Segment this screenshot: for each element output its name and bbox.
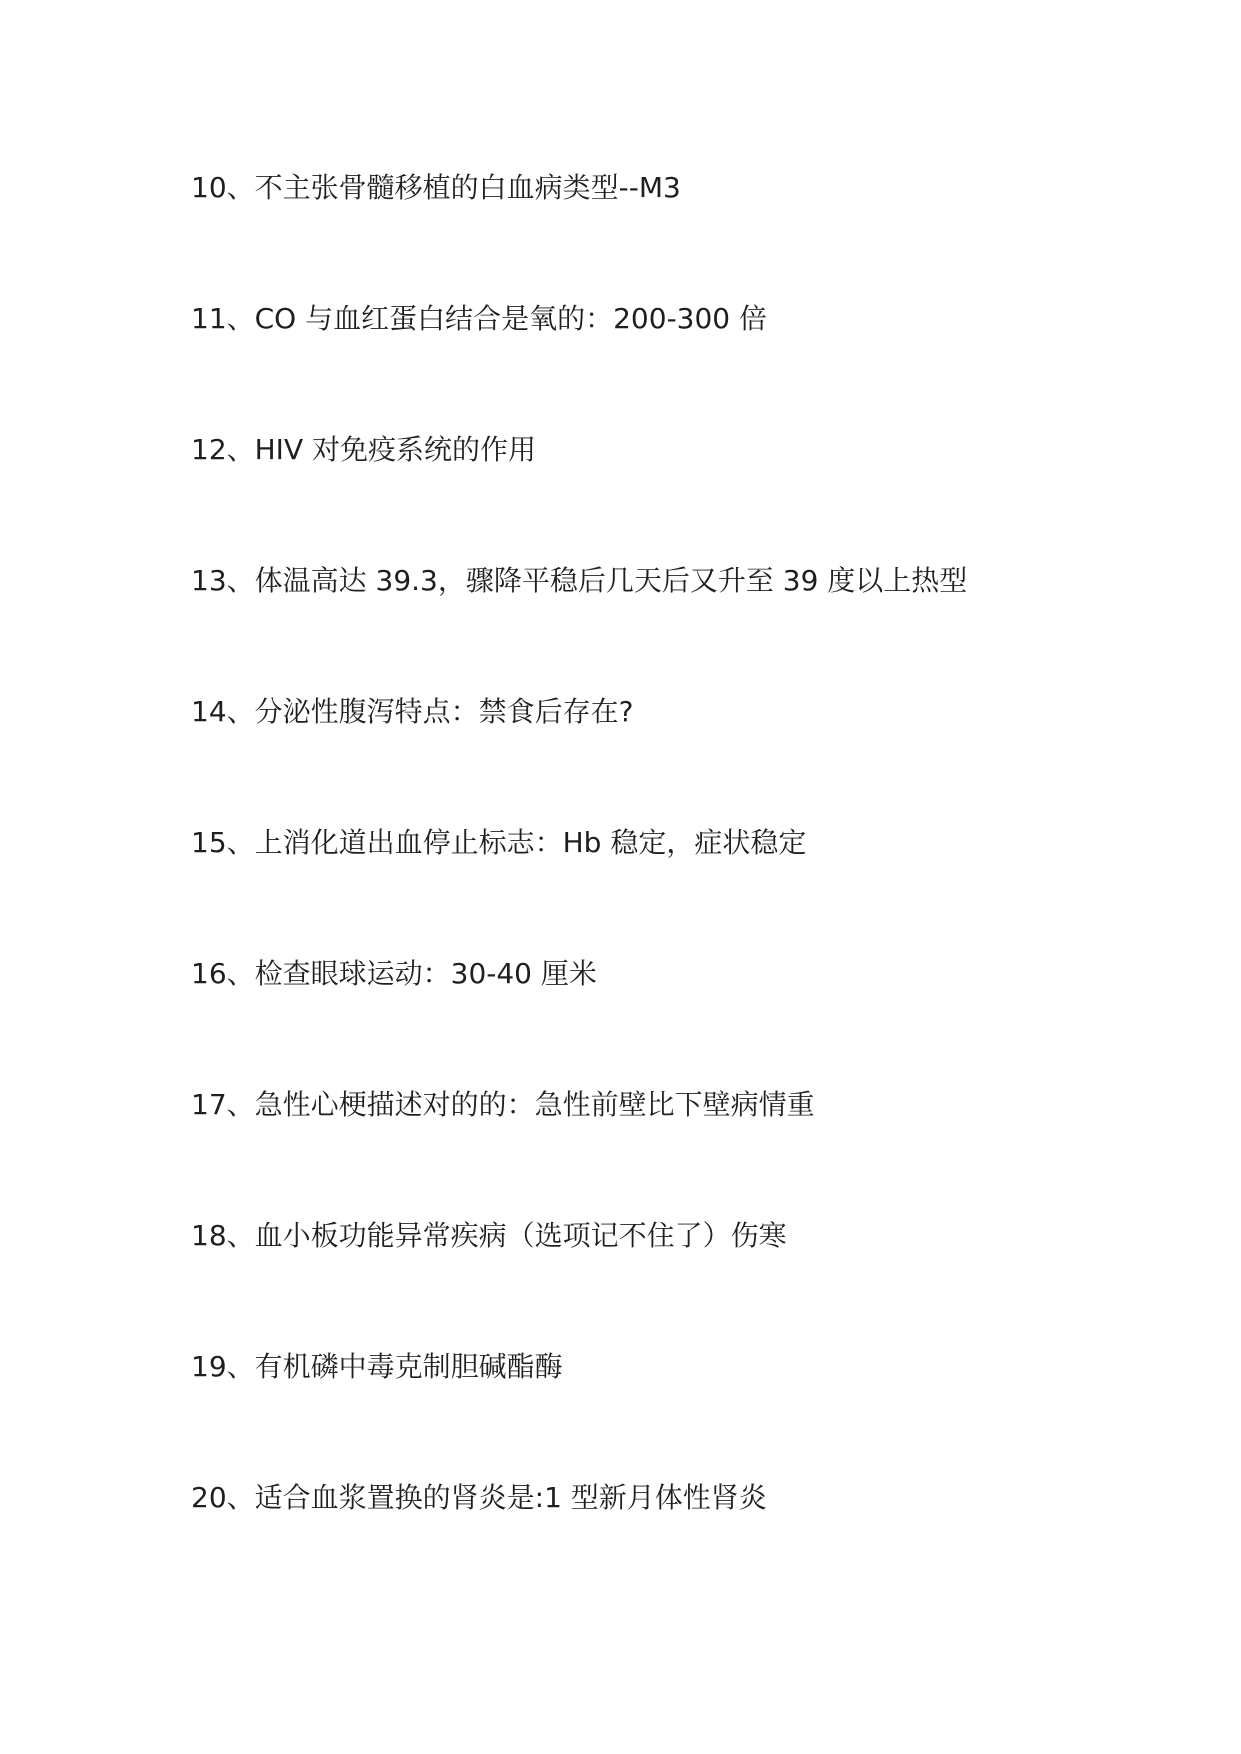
list-item: 17、急性心梗描述对的的：急性前壁比下壁病情重 bbox=[191, 1088, 815, 1121]
list-item: 19、有机磷中毒克制胆碱酯酶 bbox=[191, 1350, 563, 1383]
list-item: 15、上消化道出血停止标志：Hb 稳定，症状稳定 bbox=[191, 826, 807, 859]
list-item: 12、HIV 对免疫系统的作用 bbox=[191, 433, 536, 466]
list-item: 13、体温高达 39.3，骤降平稳后几天后又升至 39 度以上热型 bbox=[191, 564, 968, 597]
list-item: 16、检查眼球运动：30-40 厘米 bbox=[191, 957, 597, 990]
list-item: 20、适合血浆置换的肾炎是:1 型新月体性肾炎 bbox=[191, 1481, 767, 1514]
list-item: 10、不主张骨髓移植的白血病类型--M3 bbox=[191, 171, 681, 204]
list-item: 14、分泌性腹泻特点：禁食后存在? bbox=[191, 695, 634, 728]
list-item: 18、血小板功能异常疾病（选项记不住了）伤寒 bbox=[191, 1219, 787, 1252]
list-item: 11、CO 与血红蛋白结合是氧的：200-300 倍 bbox=[191, 302, 768, 335]
